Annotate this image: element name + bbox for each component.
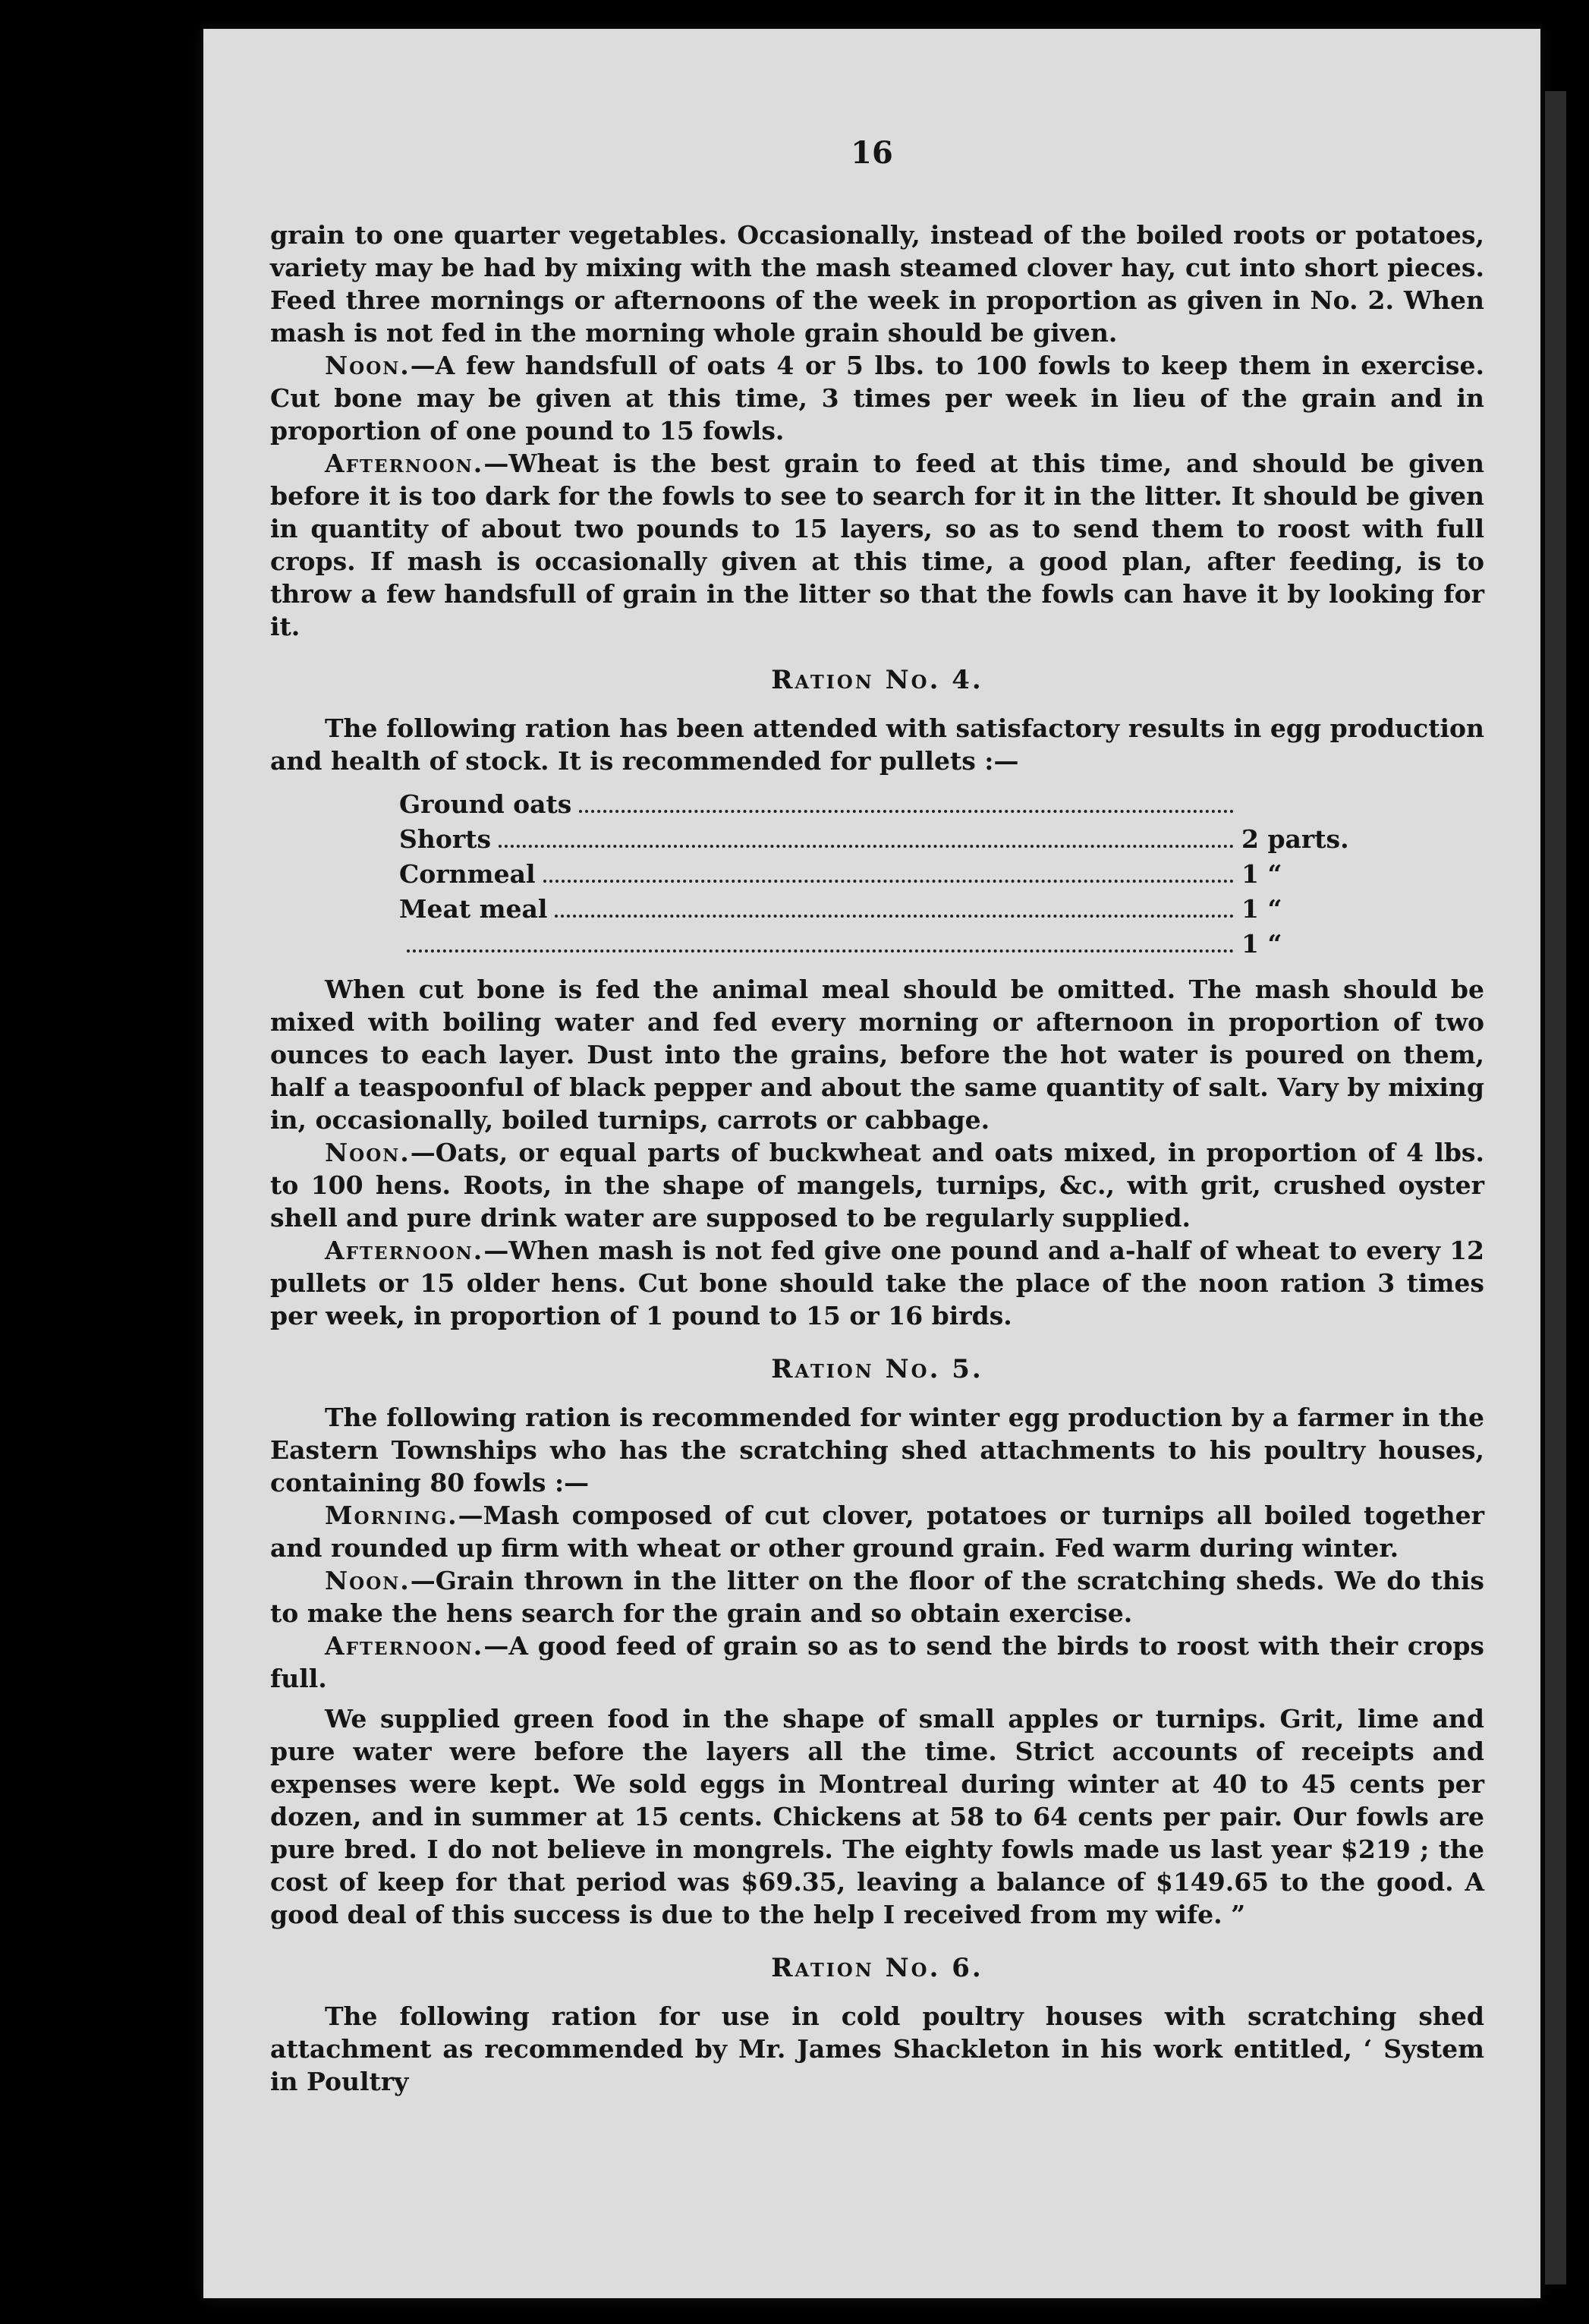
document-page	[203, 29, 1540, 2298]
ration-4-intro: The following ration has been attended with satisfactory results in egg production and health of stock. It is recommended for pullets :—	[270, 713, 1484, 776]
ration-5-noon	[270, 1564, 1484, 1630]
leader-dots	[555, 915, 1234, 918]
ingredient-amount: 1 “	[1241, 894, 1282, 924]
ingredient-row	[399, 893, 1348, 927]
ration-5-heading: Ration No. 5.	[771, 1354, 983, 1384]
ration-5-intro: The following ration is recommended for winter egg production by a farmer in the Eastern Townships who has the scratching shed attachments to his poultry houses, containing 80 fowls :—	[270, 1403, 1484, 1497]
ingredient-row	[399, 823, 1348, 858]
afternoon-paragraph-1	[270, 447, 1484, 643]
ration-4-ingredients	[399, 788, 1348, 962]
morning-text: —Mash composed of cut clover, potatoes or turnips all boiled together and rounded up firm with wheat or other ground grain. Fed warm during winter.	[270, 1501, 1484, 1563]
paragraph-top: grain to one quarter vegetables. Occasionally, instead of the boiled roots or potatoes, variety may be had by mixing with the mash steamed clover hay, cut into short pieces. Feed three mornings or afternoons of the week in proportion as given in No. 2. When mash is not fed in the morning whole grain should be given.	[270, 220, 1484, 348]
ingredient-name: Cornmeal	[399, 859, 536, 889]
ingredient-amount: 2 parts.	[1241, 824, 1349, 854]
ingredient-name: Ground oats	[399, 789, 572, 819]
ration-4-heading: Ration No. 4.	[771, 665, 983, 695]
spacer	[270, 1695, 1484, 1702]
ingredient-name: Meat meal	[399, 894, 548, 924]
afternoon-label: Afternoon.	[325, 449, 484, 478]
noon-label: Noon.	[325, 351, 411, 380]
page-number: 16	[851, 135, 893, 171]
ration-5-morning	[270, 1499, 1484, 1564]
ingredient-name: Shorts	[399, 824, 492, 854]
ingredient-row	[399, 788, 1348, 823]
leader-dots	[543, 880, 1235, 883]
leader-dots	[579, 810, 1234, 813]
noon-label: Noon.	[325, 1138, 411, 1167]
afternoon-label: Afternoon.	[325, 1236, 484, 1265]
afternoon-text: —When mash is not fed give one pound and a-half of wheat to every 12 pullets or 15 older hens. Cut bone should take the place of the noon ration 3 times per week, in proportion of 1 pound to 15 or 16 birds.	[270, 1236, 1484, 1330]
noon-text: —Oats, or equal parts of buckwheat and oats mixed, in proportion of 4 lbs. to 100 hens. Roots, in the shape of mangels, turnips, &c., with grit, crushed oyster shell and pure drink water are supposed to be regularly supplied.	[270, 1138, 1484, 1233]
ingredient-amount: 1 “	[1241, 859, 1282, 889]
leader-dots	[499, 845, 1234, 848]
ingredient-amount: 1 “	[1241, 929, 1282, 959]
ration-4-noon	[270, 1136, 1484, 1234]
ration-6-intro: The following ration for use in cold poultry houses with scratching shed attachment as recommended by Mr. James Shackleton in his work entitled, ‘ System in Poultry	[270, 2001, 1484, 2096]
ingredient-row	[399, 858, 1348, 893]
ingredient-row	[399, 927, 1348, 962]
noon-label: Noon.	[325, 1566, 411, 1595]
afternoon-text: —Wheat is the best grain to feed at this time, and should be given before it is too dark for the fowls to see to search for it in the litter. It should be given in quantity of about two pounds to 15 layers, so as to send them to roost with full crops. If mash is occasionally given at this time, a good plan, after feeding, is to throw a few handsfull of grain in the litter so that the fowls can have it by looking for it.	[270, 449, 1484, 641]
ration-4-body: When cut bone is fed the animal meal should be omitted. The mash should be mixed with boiling water and fed every morning or afternoon in proportion of two ounces to each layer. Dust into the grains, before the hot water is poured on them, half a teaspoonful of black pepper and about the same quantity of salt. Vary by mixing in, occasionally, boiled turnips, carrots or cabbage.	[270, 975, 1484, 1135]
ration-5-quote: We supplied green food in the shape of small apples or turnips. Grit, lime and pure water were before the layers all the time. Strict accounts of receipts and expenses were kept. We sold eggs in Montreal during winter at 40 to 45 cents per dozen, and in summer at 15 cents. Chickens at 58 to 64 cents per pair. Our fowls are pure bred. I do not believe in mongrels. The eighty fowls made us last year $219 ; the cost of keep for that period was $69.35, leaving a balance of $149.65 to the good. A good deal of this success is due to the help I received from my wife. ”	[270, 1704, 1484, 1929]
page-content	[270, 219, 1484, 2098]
noon-text: —A few handsfull of oats 4 or 5 lbs. to 100 fowls to keep them in exercise. Cut bone may be given at this time, 3 times per week in lieu of the grain and in proportion of one pound to 15 fowls.	[270, 351, 1484, 446]
noon-paragraph-1	[270, 349, 1484, 447]
leader-dots	[407, 949, 1234, 953]
adjacent-page-edge	[1545, 91, 1566, 2285]
afternoon-label: Afternoon.	[325, 1631, 484, 1661]
afternoon-text: —A good feed of grain so as to send the birds to roost with their crops full.	[270, 1631, 1484, 1693]
morning-label: Morning.	[325, 1501, 458, 1530]
ration-4-afternoon	[270, 1234, 1484, 1332]
ration-5-afternoon	[270, 1630, 1484, 1695]
noon-text: —Grain thrown in the litter on the floor of the scratching sheds. We do this to make the hens search for the grain and so obtain exercise.	[270, 1566, 1484, 1628]
ration-6-heading: Ration No. 6.	[771, 1953, 983, 1983]
